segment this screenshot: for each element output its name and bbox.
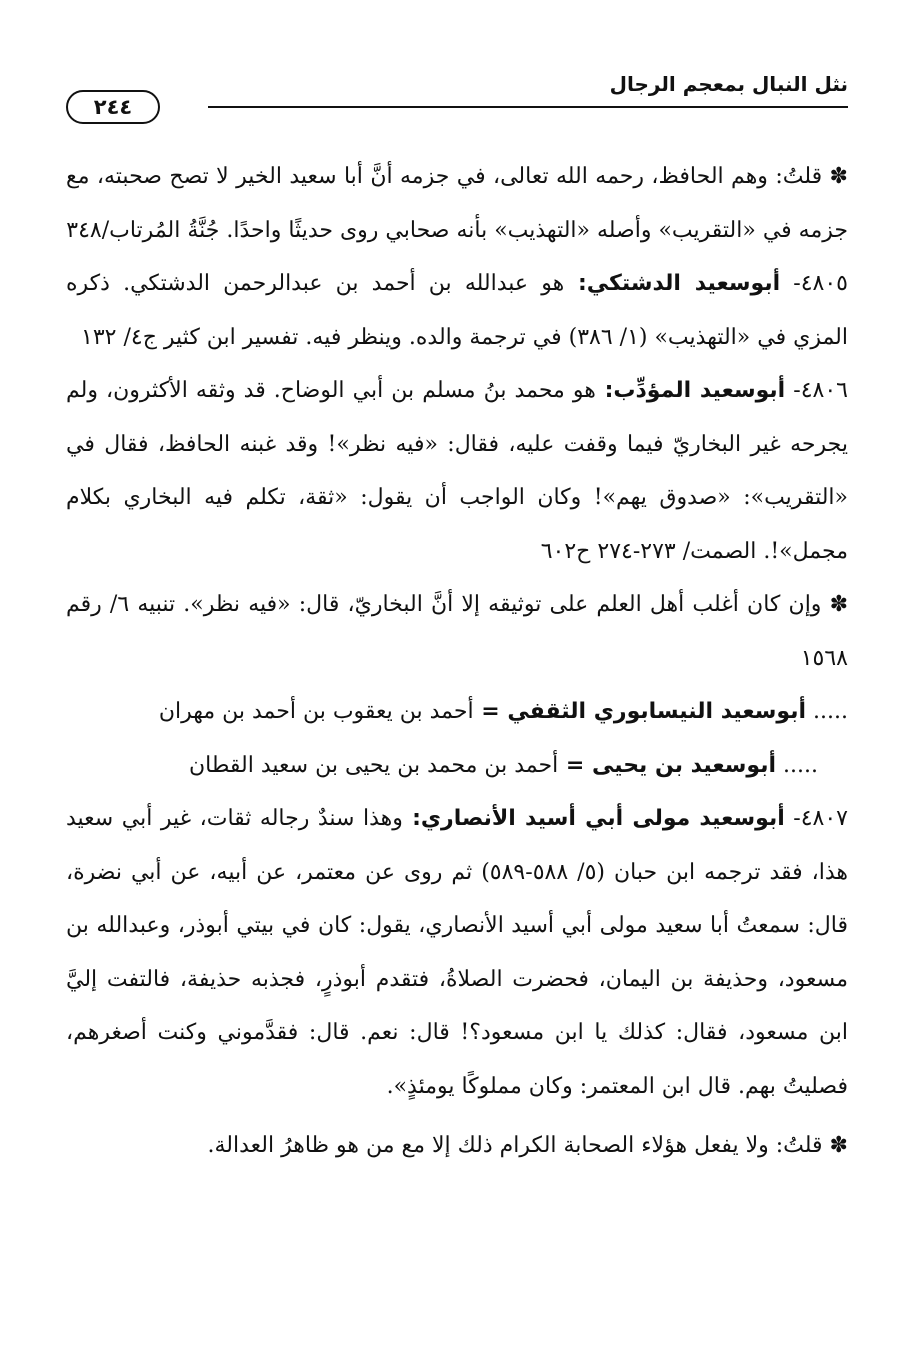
entry-name: أبوسعيد الدشتكي: <box>564 271 781 296</box>
entry-4806 <box>66 364 848 578</box>
reference-dots: ..... <box>806 699 848 724</box>
book-title: نثل النبال بمعجم الرجال <box>609 72 848 96</box>
paragraph-text: ✽ وإن كان أغلب أهل العلم على توثيقه إلا أنَّ البخاريّ، قال: «فيه نظر». تنبيه ٦/ رقم ١٥٦٨ <box>66 592 849 671</box>
entry-text: هو محمد بنُ مسلم بن أبي الوضاح. قد وثقه الأكثرون، ولم يجرحه غير البخاريّ فيما وقفت عليه، فقال: «فيه نظر»! وقد غبنه الحافظ، فقال في «التقريب»: «صدوق يهم»! وكان الواجب أن يقول: «ثقة، تكلم فيه البخاري بكلام مجمل»!. الصمت/ ٢٧٣-٢٧٤ ح٦٠٢ <box>66 378 848 564</box>
entry-number: ٤٨٠٦- <box>785 378 848 403</box>
cross-reference <box>66 739 848 793</box>
reference-target: أحمد بن محمد بن يحيى بن سعيد القطان <box>189 752 559 778</box>
entry-text: هو عبدالله بن أحمد بن عبدالرحمن الدشتكي. ذكره المزي في «التهذيب» (١/ ٣٨٦) في ترجمة والده. وينظر فيه. تفسير ابن كثير ج٤/ ١٣٢ <box>66 271 848 350</box>
page-number: ٢٤٤ <box>66 90 160 124</box>
cross-reference <box>66 685 848 739</box>
entry-name: أبوسعيد مولى أبي أسيد الأنصاري: <box>402 806 785 831</box>
reference-name: أبوسعيد النيسابوري الثقفي = <box>473 699 807 724</box>
entry-text: وهذا سندٌ رجاله ثقات، غير أبي سعيد هذا، فقد ترجمه ابن حبان (٥/ ٥٨٨-٥٨٩) ثم روى عن معتمر، عن أبيه، عن أبي نضرة، قال: سمعتُ أبا سعيد مولى أبي أسيد الأنصاري، يقول: كان في بيتي أبوذر، وعبدالله بن مسعود، وحذيفة بن اليمان، فحضرت الصلاةُ، فتقدم أبوذرٍ، فجذبه حذيفة، فالتفت إليَّ ابن مسعود، فقال: كذلك يا ابن مسعود؟! قال: نعم. قال: فقدَّموني وكنت أصغرهم، فصليتُ بهم. قال ابن المعتمر: وكان مملوكًا يومئذٍ». <box>66 806 849 1099</box>
reference-dots: ..... <box>776 752 818 778</box>
note-paragraph <box>66 578 848 685</box>
note-paragraph <box>66 1119 848 1173</box>
header-rule <box>208 106 848 108</box>
reference-name: أبوسعيد بن يحيى = <box>558 752 777 778</box>
entry-name: أبوسعيد المؤدِّب: <box>595 378 786 403</box>
paragraph-text: ✽ قلتُ: وهم الحافظ، رحمه الله تعالى، في جزمه أنَّ أبا سعيد الخير لا تصح صحبته، مع جزمه في «التقريب» وأصله «التهذيب» بأنه صحابي روى حديثًا واحدًا. جُنَّةُ المُرتاب/٣٤٨ <box>66 164 848 243</box>
entry-4807 <box>66 792 848 1113</box>
entry-4805 <box>66 257 848 364</box>
entry-number: ٤٨٠٧- <box>784 806 848 831</box>
entry-number: ٤٨٠٥- <box>780 271 848 296</box>
page-header <box>66 68 848 128</box>
reference-target: أحمد بن يعقوب بن أحمد بن مهران <box>158 699 474 724</box>
paragraph-text: ✽ قلتُ: ولا يفعل هؤلاء الصحابة الكرام ذلك إلا مع من هو ظاهرُ العدالة. <box>207 1133 848 1158</box>
note-paragraph <box>66 150 848 257</box>
page-body <box>66 150 848 1173</box>
